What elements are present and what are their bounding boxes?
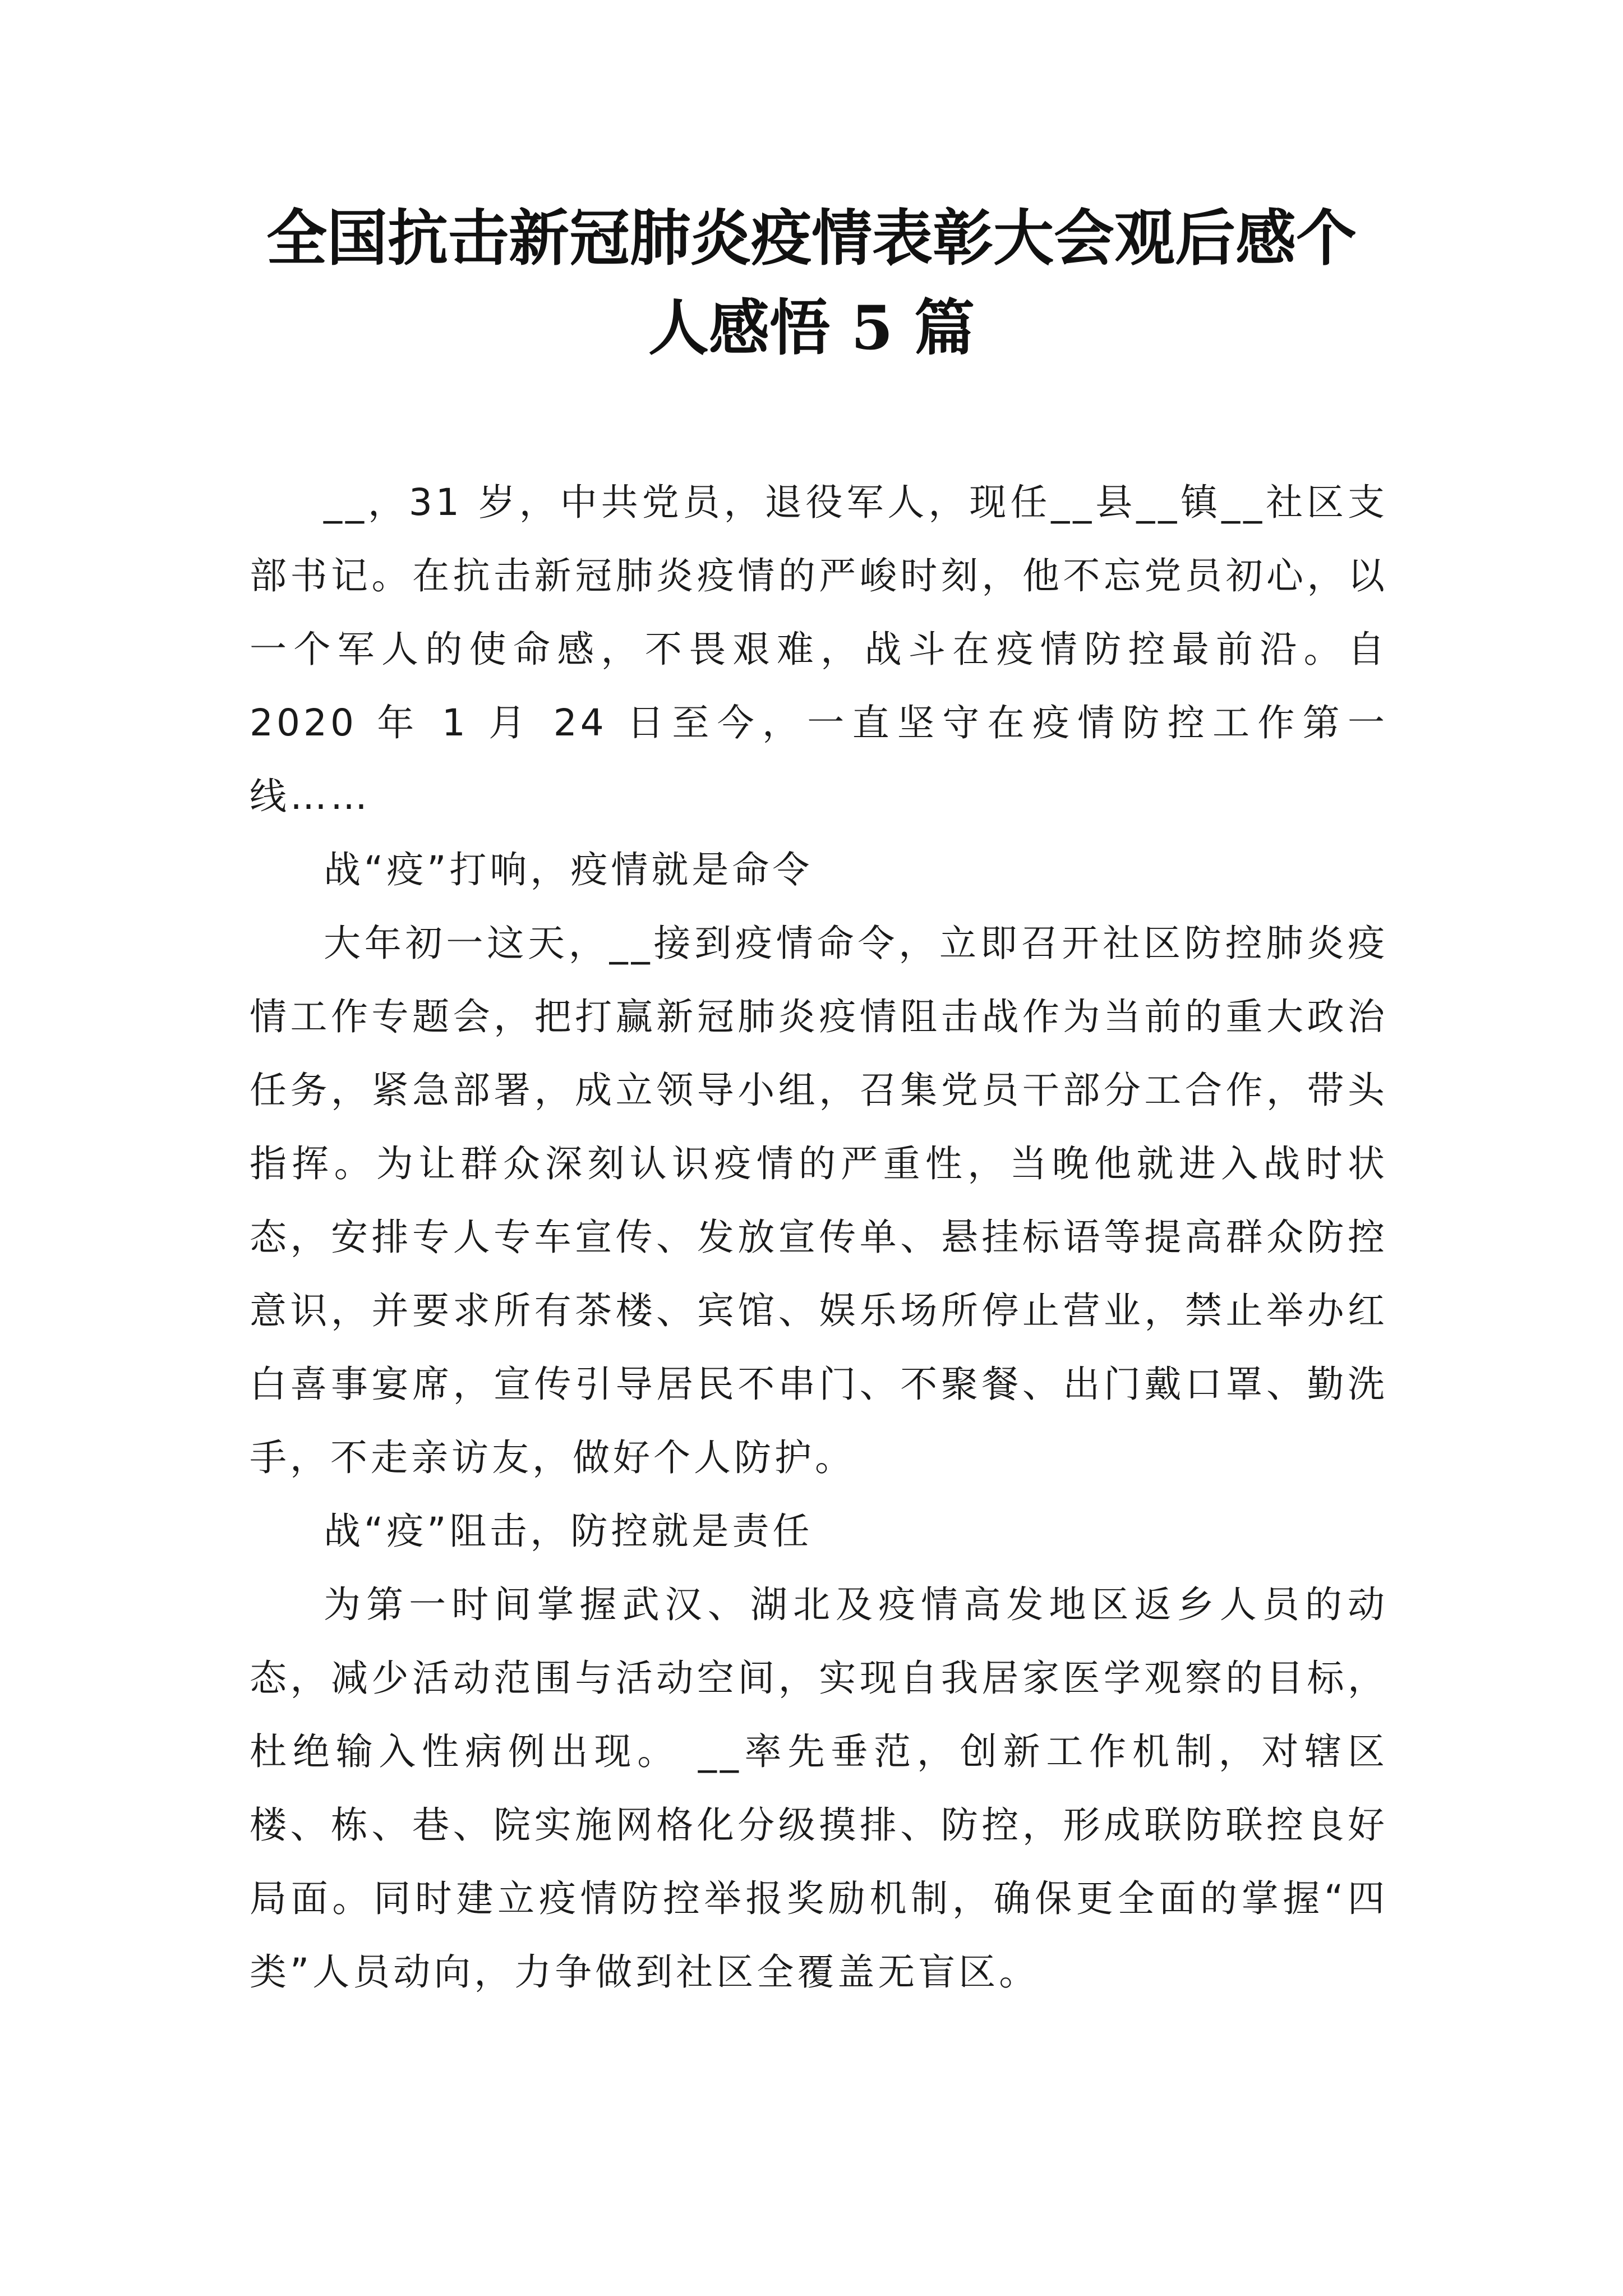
section-heading-1: 战“疫”打响，疫情就是命令 bbox=[324, 848, 813, 891]
document-title bbox=[213, 194, 1410, 373]
document-body bbox=[250, 466, 1388, 2009]
section-1-paragraph: 大年初一这天，__接到疫情命令，立即召开社区防控肺炎疫情工作专题会，把打赢新冠肺炎疫情阻击战作为当前的重大政治任务，紧急部署，成立领导小组，召集党员干部分工合作，带头指挥。为让群众深刻认识疫情的严重性，当晚他就进入战时状态，安排专人专车宣传、发放宣传单、悬挂标语等提高群众防控意识，并要求所有茶楼、宾馆、娱乐场所停止营业，禁止举办红白喜事宴席，宣传引导居民不串门、不聚餐、出门戴口罩、勤洗手，不走亲访友，做好个人防护。 bbox=[250, 922, 1388, 1479]
intro-paragraph: __，31 岁，中共党员，退役军人，现任__县__镇__社区支部书记。在抗击新冠肺炎疫情的严峻时刻，他不忘党员初心，以一个军人的使命感，不畏艰难，战斗在疫情防控最前沿。自 2020 年 1 月 24 日至今，一直坚守在疫情防控工作第一线…… bbox=[250, 481, 1388, 818]
title-line-1: 全国抗击新冠肺炎疫情表彰大会观后感个 bbox=[266, 203, 1357, 274]
title-line-2: 人感悟 5 篇 bbox=[648, 293, 975, 364]
section-2-paragraph: 为第一时间掌握武汉、湖北及疫情高发地区返乡人员的动态，减少活动范围与活动空间，实现自我居家医学观察的目标，杜绝输入性病例出现。 __率先垂范，创新工作机制，对辖区楼、栋、巷、院实施网格化分级摸排、防控，形成联防联控良好局面。同时建立疫情防控举报奖励机制，确保更全面的掌握“四类”人员动向，力争做到社区全覆盖无盲区。 bbox=[250, 1583, 1388, 1994]
section-heading-2: 战“疫”阻击，防控就是责任 bbox=[324, 1510, 813, 1553]
